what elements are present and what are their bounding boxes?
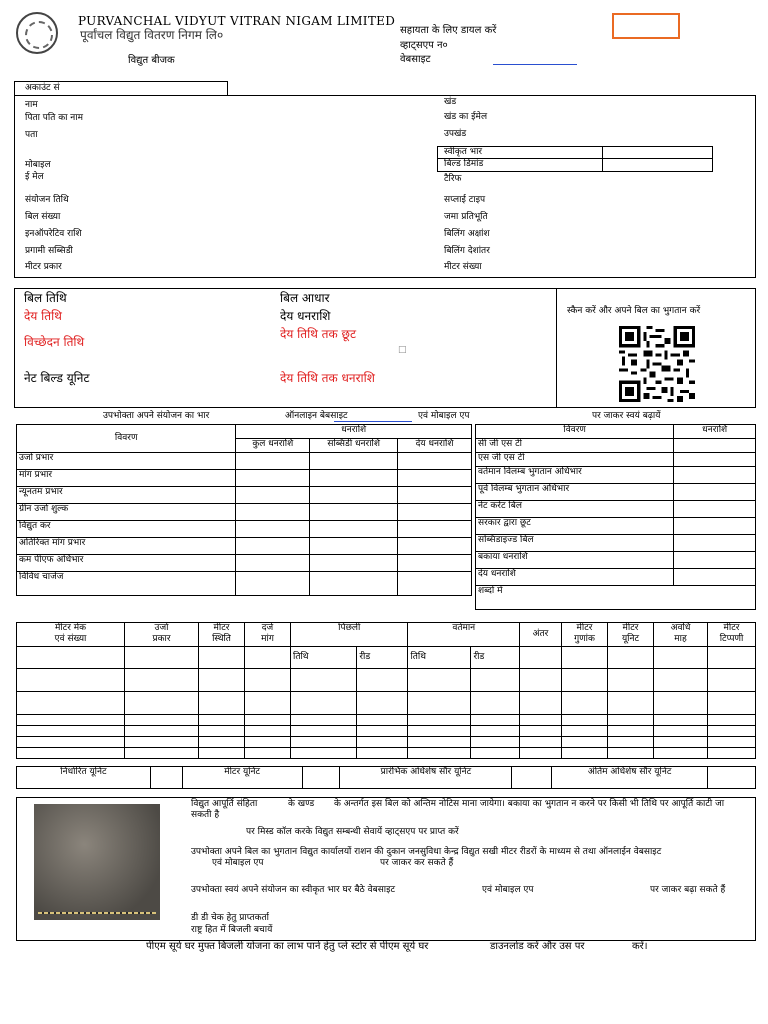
total-row-label: नेट करेंट बिल <box>476 501 674 518</box>
bill-totals-table <box>475 424 756 610</box>
connection-date-label: संयोजन तिथि <box>25 195 69 205</box>
total-amount-header: कुल धनराशि <box>236 439 310 453</box>
account-number-box <box>14 81 228 96</box>
charge-row-label: उर्जा प्रभार <box>17 453 236 470</box>
total-row-label: वर्तमान विलम्ब भुगतान अधिभार <box>476 467 674 484</box>
consumer-address-label: पता <box>25 130 38 140</box>
solar-units-table <box>16 766 756 789</box>
consumer-info-section <box>14 95 756 278</box>
bill-number-label: बिल संख्या <box>25 212 61 222</box>
supply-type-label: सप्लाई टाइप <box>444 195 486 205</box>
charges-amount-header: धनराशि <box>236 425 472 439</box>
totals-amount-header: धनराशि <box>674 425 756 439</box>
rebate-label: देय तिथि तक छूट <box>280 327 357 341</box>
curr-date-header: तिथि <box>408 647 471 669</box>
note-4a: उपभोक्ता स्वयं अपने संयोजन का स्वीकृत भार घर बैठे वेबसाइट <box>191 885 396 895</box>
assessed-units-label: निर्धारित यूनिट <box>17 767 151 789</box>
consumer-name-label: नाम <box>25 100 38 110</box>
note-4c: पर जाकर बढ़ा सकते हैं <box>650 885 726 895</box>
tariff-label: टैरिफ <box>444 174 462 184</box>
charge-row-label: न्यूनतम प्रभार <box>17 487 236 504</box>
charge-row-label: ग्रीन उर्जा शुल्क <box>17 504 236 521</box>
checkbox-icon[interactable]: □ <box>398 345 407 355</box>
charge-row-label: मांग प्रभार <box>17 470 236 487</box>
amount-by-due-label: देय तिथि तक धनराशि <box>280 371 375 385</box>
note-1c: के अन्तर्गत इस बिल को अन्तिम नोटिस माना जायेगा। बकाया का भुगतान न करने पर किसी भी तिथि पर आपूर्ति काटी जा <box>334 799 725 809</box>
period-header: अवधि माह <box>654 623 708 647</box>
charge-row-label: कम पीएफ अधिभार <box>17 555 236 572</box>
billing-longitude-label: बिलिंग देशांतर <box>444 246 490 256</box>
note-1a: विद्युत आपूर्ति संहिता <box>191 799 258 809</box>
security-deposit-label: जमा प्रतिभूति <box>444 212 488 222</box>
prev-date-header: तिथि <box>291 647 357 669</box>
recorded-demand-header: दर्ज मांग <box>245 623 291 647</box>
curr-read-header: रीड <box>471 647 520 669</box>
billing-latitude-label: बिलिंग अक्षांश <box>444 229 490 239</box>
note-1b: के खण्ड <box>288 799 315 809</box>
note-1d: सकती है <box>191 810 220 820</box>
note-2: पर मिस्ड कॉल करके विद्युत सम्बन्धी सेवायें व्हाट्सएप पर प्राप्त करें <box>246 827 459 837</box>
pm-end-text: करें। <box>632 941 648 952</box>
sanctioned-load-label: स्वीकृत भार <box>444 147 483 157</box>
subsidy-amount-header: सब्सिडी धनराशि <box>310 439 398 453</box>
payable-amount-header: देय धनराशि <box>398 439 472 453</box>
meter-number-label: मीटर संख्या <box>444 262 482 272</box>
note-6: राष्ट्र हित में बिजली बचायें <box>191 925 273 935</box>
pm-surya-ghar-text: पीएम सूर्य घर मुफ्त बिजली योजना का लाभ पाने हेतु प्ले स्टोर से पीएम सूर्य घर <box>146 941 429 952</box>
consumer-mobile-label: मोबाइल <box>25 160 51 170</box>
bill-title: विद्युत बीजक <box>128 55 175 66</box>
totals-desc-header: विवरण <box>476 425 674 439</box>
qr-code-icon[interactable] <box>617 326 697 402</box>
charges-table <box>16 424 472 596</box>
total-row-label: बकाया धनराशि <box>476 552 674 569</box>
inoperative-amount-label: इनऑपरेटिव राशि <box>25 229 82 239</box>
note-5: डी डी चेक हेतु प्राप्तकर्ता <box>191 913 269 923</box>
company-name-hindi: पूर्वांचल विद्युत वितरण निगम लि० <box>80 28 224 42</box>
final-solar-units-label: अंतिम अधिशेष सौर यूनिट <box>552 767 708 789</box>
load-line-part3: एवं मोबाइल एप <box>418 411 470 421</box>
difference-header: अंतर <box>520 623 562 647</box>
due-amount-label: देय धनराशि <box>280 309 331 323</box>
total-row-label: एस जी एस टी <box>476 453 674 467</box>
meter-make-header: मीटर मेक एवं संख्या <box>17 623 125 647</box>
note-3a: उपभोक्ता अपने बिल का भुगतान विद्युत कार्यालयों राशन की दुकान जनसुविधा केन्द्र विद्युत सखी मीटर रीडरों के माध्यम से तथा ऑनलाईन वेबसाइट <box>191 847 662 857</box>
note-3b: एवं मोबाइल एप <box>212 858 264 868</box>
total-row-label: सी जी एस टी <box>476 439 674 453</box>
total-row-label: सरकार द्वारा छूट <box>476 518 674 535</box>
meter-units-header: मीटर यूनिट <box>608 623 654 647</box>
total-row-label: सब्सिडाइज्ड बिल <box>476 535 674 552</box>
highlight-box <box>612 13 680 39</box>
total-row-label: देय धनराशि <box>476 569 674 586</box>
whatsapp-label: व्हाट्सएप न० <box>400 40 448 51</box>
promo-image <box>34 804 160 920</box>
current-reading-header: वर्तमान <box>408 623 520 647</box>
energy-type-header: उर्जा प्रकार <box>125 623 199 647</box>
note-3c: पर जाकर कर सकते हैं <box>380 858 454 868</box>
amount-in-words-label: शब्दों में <box>476 586 756 610</box>
billed-demand-label: बिल्ड डिमांड <box>444 159 484 169</box>
charges-desc-header: विवरण <box>17 425 236 453</box>
website-label: वेबसाइट <box>400 54 431 65</box>
progressive-subsidy-label: प्रगामी सब्सिडी <box>25 246 73 256</box>
meter-reading-table <box>16 622 756 759</box>
multiplier-header: मीटर गुणांक <box>562 623 608 647</box>
previous-reading-header: पिछली <box>291 623 408 647</box>
net-units-label: नेट बिल्ड यूनिट <box>24 371 90 385</box>
website-link-underline[interactable] <box>493 64 577 65</box>
division-email-label: खंड का ईमेल <box>444 112 488 122</box>
company-name-english: PURVANCHAL VIDYUT VITRAN NIGAM LIMITED <box>78 14 396 28</box>
scan-to-pay-text: स्कैन करें और अपने बिल का भुगतान करें <box>567 306 701 316</box>
load-line-part1: उपभोक्ता अपने संयोजन का भार <box>103 411 210 421</box>
load-website-link[interactable] <box>334 421 412 422</box>
due-date-label: देय तिथि <box>24 309 62 323</box>
total-row-label: पूर्व विलम्ब भुगतान अधिभार <box>476 484 674 501</box>
meter-units-label: मीटर यूनिट <box>182 767 302 789</box>
note-4b: एवं मोबाइल एप <box>482 885 534 895</box>
load-line-part4: पर जाकर स्वयं बढ़ायें <box>592 411 661 421</box>
consumer-father-label: पिता पति का नाम <box>25 113 84 123</box>
meter-type-label: मीटर प्रकार <box>25 262 62 272</box>
consumer-email-label: ई मेल <box>25 172 44 182</box>
load-line-part2: ऑनलाइन बेबसाइट <box>285 411 348 421</box>
bill-basis-label: बिल आधार <box>280 291 330 305</box>
charge-row-label: विद्युत कर <box>17 521 236 538</box>
subdivision-label: उपखंड <box>444 129 467 139</box>
meter-remark-header: मीटर टिप्पणी <box>708 623 756 647</box>
meter-status-header: मीटर स्थिति <box>199 623 245 647</box>
prev-read-header: रीड <box>357 647 408 669</box>
charge-row-label: अतिरिक्त मांग प्रभार <box>17 538 236 555</box>
pm-download-text: डाउनलोड करें और उस पर <box>490 941 585 952</box>
charge-row-label: विविध चार्जेज <box>17 572 236 596</box>
initial-solar-units-label: प्रारंभिक अधिशेष सौर यूनिट <box>340 767 512 789</box>
helpline-label: सहायता के लिए डायल करें <box>400 25 497 36</box>
disconnect-date-label: विच्छेदन तिथि <box>24 335 85 349</box>
bill-date-label: बिल तिथि <box>24 291 67 305</box>
division-label: खंड <box>444 97 457 107</box>
account-label: अकाउंट सं <box>25 83 60 93</box>
company-logo <box>16 12 58 54</box>
